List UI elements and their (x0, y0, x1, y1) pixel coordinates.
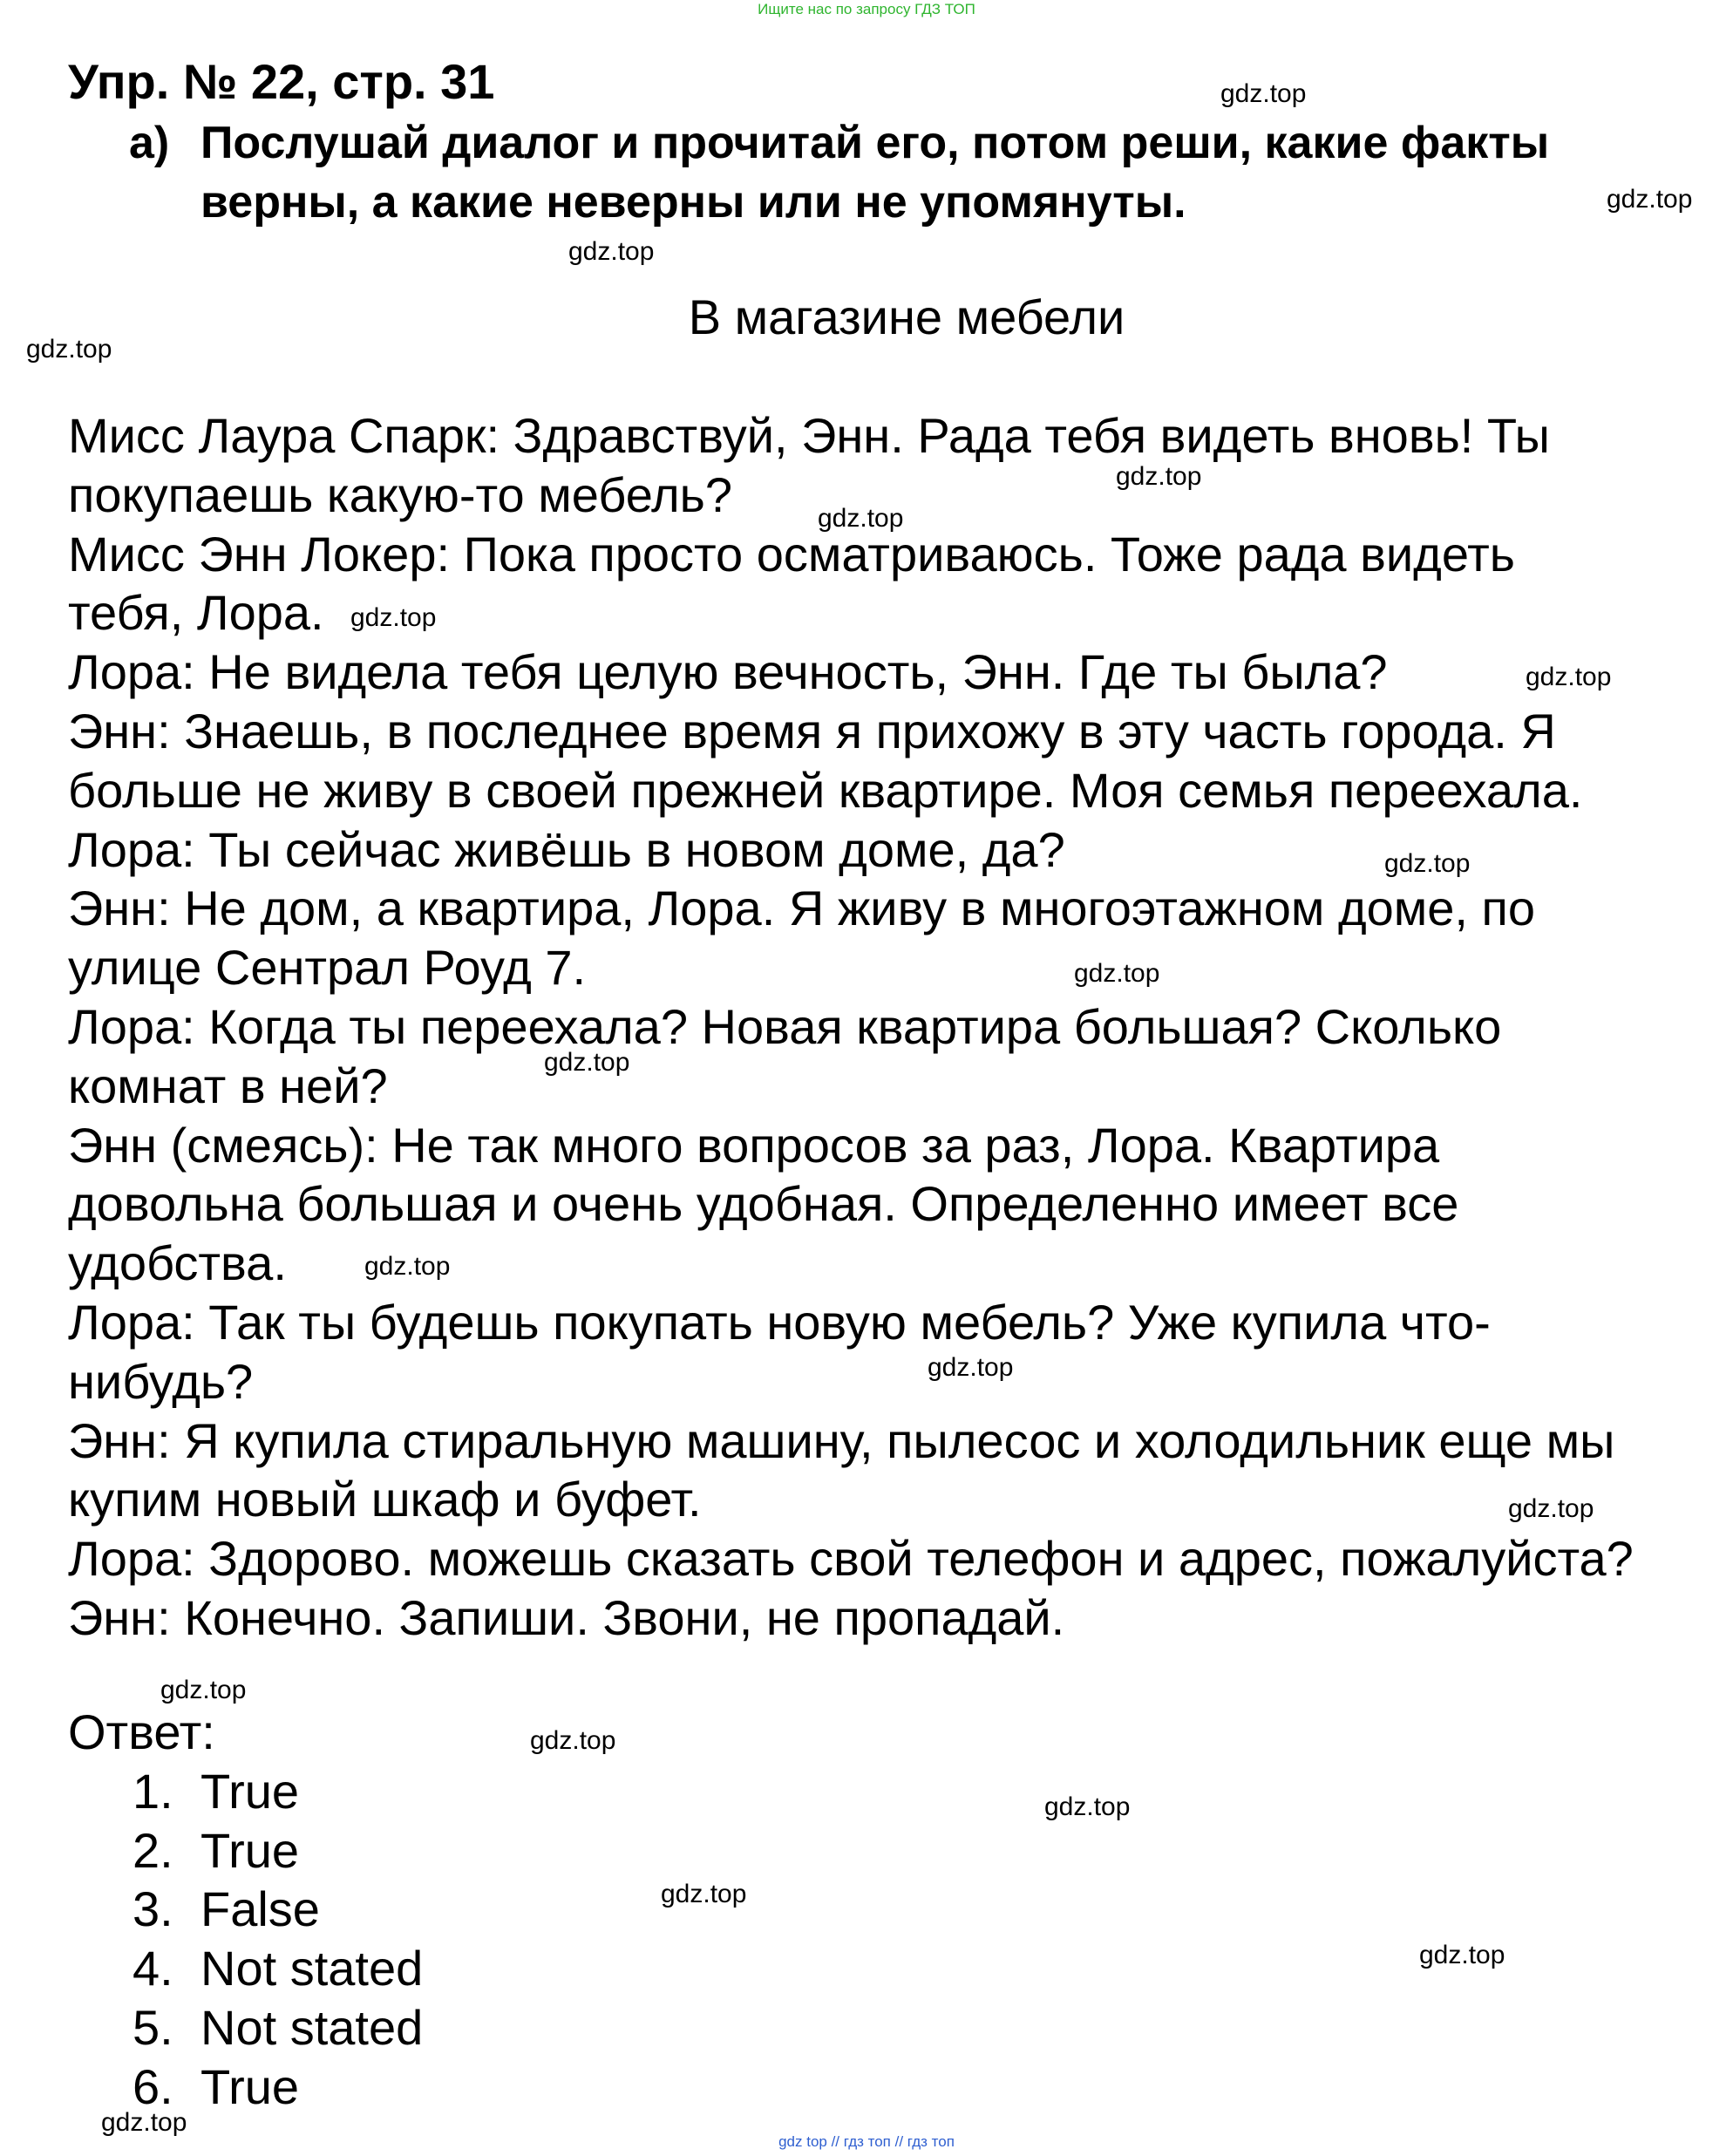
answer-value: Not stated (200, 1999, 424, 2055)
bottom-banner[interactable]: gdz top // гдз топ // гдз топ (778, 2133, 955, 2150)
answer-number: 3. (133, 1881, 173, 1937)
answer-item (133, 1939, 423, 1998)
watermark: gdz.top (1044, 1792, 1131, 1821)
watermark: gdz.top (568, 237, 655, 266)
dialogue-line: Энн: Не дом, а квартира, Лора. Я живу в многоэтажном доме, по (68, 881, 1536, 936)
top-banner[interactable]: Ищите нас по запросу ГДЗ ТОП (758, 1, 975, 17)
watermark: gdz.top (101, 2108, 187, 2137)
dialogue-line: Лора: Так ты будешь покупать новую мебель? Уже купила что- (68, 1294, 1491, 1350)
answer-label: Ответ: (68, 1704, 215, 1759)
dialogue-line: покупаешь какую-то мебель? (68, 466, 732, 522)
answer-number: 5. (133, 1999, 173, 2055)
dialogue-line: Энн: Знаешь, в последнее время я прихожу в эту часть города. Я (68, 703, 1556, 758)
dialogue-line: купим новый шкаф и буфет. (68, 1472, 702, 1527)
watermark: gdz.top (1607, 185, 1693, 214)
answer-item (133, 1821, 423, 1881)
watermark: gdz.top (1116, 462, 1202, 491)
watermark: gdz.top (350, 603, 437, 632)
watermark: gdz.top (544, 1048, 630, 1077)
dialogue (68, 406, 1733, 1648)
watermark: gdz.top (1384, 849, 1471, 878)
answer-value: True (200, 1764, 300, 1819)
watermark: gdz.top (160, 1676, 247, 1704)
dialogue-line: Энн: Конечно. Запиши. Звони, не пропадай. (68, 1589, 1065, 1645)
answer-number: 4. (133, 1941, 173, 1996)
dialogue-line: удобства. (68, 1235, 287, 1291)
watermark: gdz.top (928, 1353, 1014, 1382)
dialogue-line: Лора: Здорово. можешь сказать свой телефон и адрес, пожалуйста? (68, 1531, 1634, 1587)
watermark: gdz.top (1526, 663, 1612, 691)
task-text: Послушай диалог и прочитай его, потом реши, какие факты верны, а какие неверны или не упомянуты. (200, 118, 1550, 228)
dialogue-line: Лора: Ты сейчас живёшь в новом доме, да? (68, 821, 1065, 877)
answer-value: Not stated (200, 1941, 424, 1996)
exercise-title: Упр. № 22, стр. 31 (68, 54, 495, 109)
answer-number: 1. (133, 1764, 173, 1819)
dialogue-line: Мисс Лаура Спарк: Здравствуй, Энн. Рада тебя видеть вновь! Ты (68, 408, 1550, 463)
answer-value: False (200, 1881, 320, 1937)
answer-value: True (200, 2058, 300, 2114)
dialogue-line: Лора: Когда ты переехала? Новая квартира большая? Сколько (68, 998, 1502, 1054)
task-label: а) (129, 118, 170, 168)
watermark: gdz.top (530, 1726, 616, 1755)
watermark: gdz.top (818, 504, 904, 533)
watermark: gdz.top (1419, 1941, 1505, 1969)
watermark: gdz.top (26, 335, 112, 364)
dialogue-line: комнат в ней? (68, 1058, 388, 1113)
dialogue-heading: В магазине мебели (688, 289, 1125, 344)
watermark: gdz.top (661, 1880, 747, 1908)
answer-number: 6. (133, 2058, 173, 2114)
answer-item (133, 1762, 423, 1821)
dialogue-line: Энн: Я купила стиральную машину, пылесос и холодильник еще мы (68, 1412, 1615, 1468)
answer-value: True (200, 1822, 300, 1878)
dialogue-line: довольна большая и очень удобная. Определенно имеет все (68, 1176, 1459, 1232)
watermark: gdz.top (364, 1252, 451, 1281)
dialogue-line: нибудь? (68, 1353, 254, 1409)
dialogue-line: больше не живу в своей прежней квартире. Моя семья переехала. (68, 762, 1583, 818)
dialogue-line: улице Сентрал Роуд 7. (68, 940, 587, 996)
answer-number: 2. (133, 1822, 173, 1878)
watermark: gdz.top (1220, 79, 1307, 108)
dialogue-line: Мисс Энн Локер: Пока просто осматриваюсь. Тоже рада видеть (68, 526, 1515, 582)
dialogue-line: тебя, Лора. (68, 585, 324, 641)
watermark: gdz.top (1508, 1494, 1594, 1523)
answer-item (133, 1998, 423, 2057)
dialogue-line: Лора: Не видела тебя целую вечность, Энн. Где ты была? (68, 644, 1388, 700)
answer-list (133, 1762, 423, 2116)
watermark: gdz.top (1074, 959, 1160, 988)
answer-item (133, 1880, 423, 1939)
dialogue-line: Энн (смеясь): Не так много вопросов за раз, Лора. Квартира (68, 1117, 1440, 1173)
